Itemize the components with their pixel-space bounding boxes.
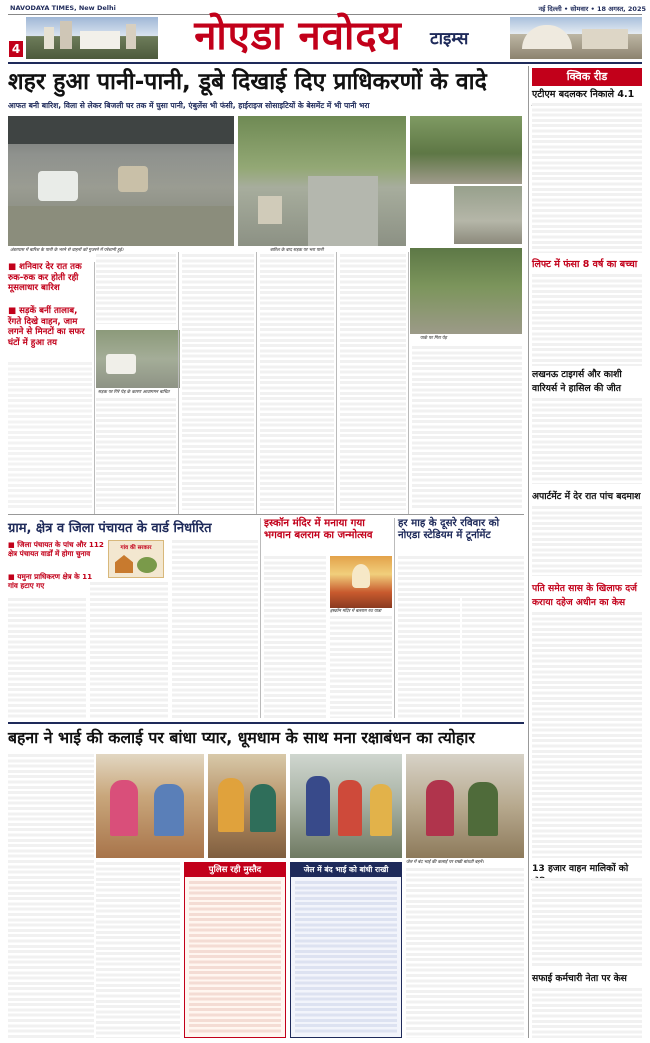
sidebar-head-1: एटीएम बदलकर निकाले 4.1 bbox=[532, 89, 635, 100]
police-box-title: पुलिस रही मुस्तैद bbox=[185, 863, 285, 877]
edition-right: नई दिल्ली • सोमवार • 18 अगस्त, 2025 bbox=[538, 5, 646, 13]
lead-photo-road-water bbox=[238, 116, 406, 246]
iskcon-text-1 bbox=[264, 556, 326, 718]
lead-text-block bbox=[96, 254, 176, 324]
lead-bullet-1-text: शनिवार देर रात तक रुक-रुक कर होती रही मूसलाधार बारिश bbox=[8, 262, 82, 293]
gram-bullet-1: ■ जिला पंचायत के पांच और 112 क्षेत्र पंचायत वार्डों में होगा चुनाव bbox=[8, 540, 104, 558]
lead-photo-vehicles bbox=[96, 330, 180, 388]
jail-box-title: जेल में बंद भाई को बांधी राखी bbox=[291, 863, 401, 877]
lead-text-block bbox=[182, 254, 254, 510]
lead-text-block bbox=[412, 346, 522, 510]
jail-box bbox=[290, 862, 402, 1038]
tour-text-2 bbox=[398, 598, 460, 718]
sidebar-head-5: पति समेत सास के खिलाफ दर्ज कराया दहेज अधीन का केस bbox=[532, 583, 637, 608]
tour-headline: हर माह के दूसरे रविवार को नोएडा स्टेडियम में टूर्नामेंट bbox=[398, 518, 500, 541]
iskcon-headline: इस्कॉन मंदिर में मनाया गया भगवान बलराम का जन्मोत्सव bbox=[264, 518, 373, 541]
police-box-text bbox=[189, 881, 281, 1033]
lead-photo6-caption: सड़क पर गिरे पेड़ के कारण आवागमन बाधित bbox=[98, 390, 170, 395]
lead-text-block bbox=[340, 254, 406, 510]
lead-photo-tree-road bbox=[410, 248, 522, 334]
lead-photo5-caption: पार्क पर गिरा पेड़ bbox=[420, 336, 447, 341]
lead-photo2-caption: बारिश के बाद सड़क पर भरा पानी bbox=[270, 248, 324, 253]
gram-bullet-1-text: जिला पंचायत के पांच और 112 क्षेत्र पंचायत वार्डों में होगा चुनाव bbox=[8, 540, 104, 558]
police-box bbox=[184, 862, 286, 1038]
lead-subhead: आफत बनी बारिश, विला से लेकर बिजली घर तक में घुसा पानी, एंबुलेंस भी फंसी, हाईराइज सोसाइटियों के बेसमेंट में भी पानी भरा bbox=[8, 101, 370, 110]
lead-photo1-caption: अंडरपास में बारिश के पानी के भरने से वाहनों को गुजरने में परेशानी हुई। bbox=[10, 248, 124, 253]
masthead-left-photo bbox=[26, 17, 158, 59]
raksha-text-2 bbox=[96, 862, 180, 1038]
col-divider-1 bbox=[94, 262, 95, 514]
lead-text-col1 bbox=[8, 362, 92, 510]
sidebar-text-4 bbox=[532, 506, 642, 576]
sidebar-text-5 bbox=[532, 612, 642, 858]
sidebar-text-6 bbox=[532, 878, 642, 968]
masthead-title: नोएडा नवोदय bbox=[194, 13, 402, 59]
masthead-rule bbox=[8, 62, 642, 64]
section-rule bbox=[8, 722, 524, 724]
sidebar-head-4: अपार्टमेंट में देर रात पांच बदमाश bbox=[532, 491, 641, 502]
sidebar-head-6: 13 हजार वाहन मालिकों को bbox=[532, 863, 629, 874]
raksha-photo-4 bbox=[406, 754, 524, 858]
tour-text-1 bbox=[398, 556, 524, 596]
gram-text-1 bbox=[8, 598, 86, 718]
sidebar-head-2: लिफ्ट में फंसा 8 वर्ष का बच्चा bbox=[532, 259, 638, 270]
raksha-photo-3 bbox=[290, 754, 402, 858]
raksha-photo-1 bbox=[96, 754, 204, 858]
gram-bullet-2-text: यमुना प्राधिकरण क्षेत्र के 11 गांव हटाए गए bbox=[8, 572, 93, 590]
lead-text-block bbox=[260, 254, 334, 510]
tour-text-3 bbox=[462, 598, 524, 718]
raksha-headline: बहना ने भाई की कलाई पर बांधा प्यार, धूमधाम के साथ मना रक्षाबंधन का त्योहार bbox=[8, 728, 475, 747]
raksha-photo-2 bbox=[208, 754, 286, 858]
col-divider-gram bbox=[260, 518, 261, 718]
masthead bbox=[0, 0, 650, 64]
col-divider-3 bbox=[256, 252, 257, 514]
masthead-subtitle: टाइम्स bbox=[430, 29, 469, 49]
sidebar-head-3: लखनऊ टाइगर्स और काशी वारियर्स ने हासिल की जीत bbox=[532, 369, 622, 394]
iskcon-caption: इस्कॉन मंदिर में बलराम रथ यात्रा bbox=[330, 609, 382, 614]
jail-box-text bbox=[295, 881, 397, 1033]
col-divider-4 bbox=[336, 252, 337, 514]
edition-left: NAVODAYA TIMES, New Delhi bbox=[10, 4, 116, 12]
gram-tag: गांव की सरकार bbox=[120, 545, 152, 551]
raksha-photo4-caption: जेल में बंद भाई की कलाई पर राखी बांधती बहनें। bbox=[406, 860, 484, 865]
gram-headline: ग्राम, क्षेत्र व जिला पंचायत के वार्ड निर्धारित bbox=[8, 521, 212, 536]
gram-graphic bbox=[108, 540, 164, 578]
lead-photo-underpass bbox=[8, 116, 234, 246]
lead-photo-fallen-tree bbox=[410, 116, 522, 184]
col-divider-5 bbox=[408, 252, 409, 514]
sidebar-head-7: सफाई कर्मचारी नेता पर केस bbox=[532, 973, 627, 984]
section-rule bbox=[8, 514, 524, 515]
gram-text-2 bbox=[90, 582, 168, 718]
gram-bullet-2: ■ यमुना प्राधिकरण क्षेत्र के 11 गांव हटाए गए bbox=[8, 572, 93, 590]
lead-text-block bbox=[96, 398, 176, 510]
lead-headline: शहर हुआ पानी-पानी, डूबे दिखाई दिए प्राधिकरणों के वादे bbox=[8, 69, 487, 95]
lead-bullet-2: ■ सड़कें बनीं तालाब, रेंगते दिखे वाहन, जाम लगने से मिनटों का सफर घंटों में हुआ तय bbox=[8, 306, 85, 348]
iskcon-photo bbox=[330, 556, 392, 608]
quick-read-label: क्विक रीड bbox=[532, 68, 642, 86]
raksha-text-1 bbox=[8, 754, 94, 1038]
masthead-right-photo bbox=[510, 17, 642, 59]
iskcon-text-2 bbox=[330, 616, 392, 718]
col-divider-2 bbox=[178, 252, 179, 514]
sidebar-text-3 bbox=[532, 398, 642, 484]
lead-photo-waterlogging bbox=[454, 186, 522, 244]
page-number: 4 bbox=[9, 41, 23, 57]
lead-bullet-1: ■ शनिवार देर रात तक रुक-रुक कर होती रही मूसलाधार बारिश bbox=[8, 262, 82, 293]
sidebar-text-2 bbox=[532, 274, 642, 366]
sidebar-text-7 bbox=[532, 988, 642, 1038]
col-divider-iskcon bbox=[394, 518, 395, 718]
raksha-text-3 bbox=[406, 868, 524, 1038]
sidebar-divider bbox=[528, 66, 529, 1038]
lead-bullet-2-text: सड़कें बनीं तालाब, रेंगते दिखे वाहन, जाम लगने से मिनटों का सफर घंटों में हुआ तय bbox=[8, 306, 85, 348]
gram-text-3 bbox=[172, 540, 258, 718]
sidebar-text-1 bbox=[532, 103, 642, 253]
